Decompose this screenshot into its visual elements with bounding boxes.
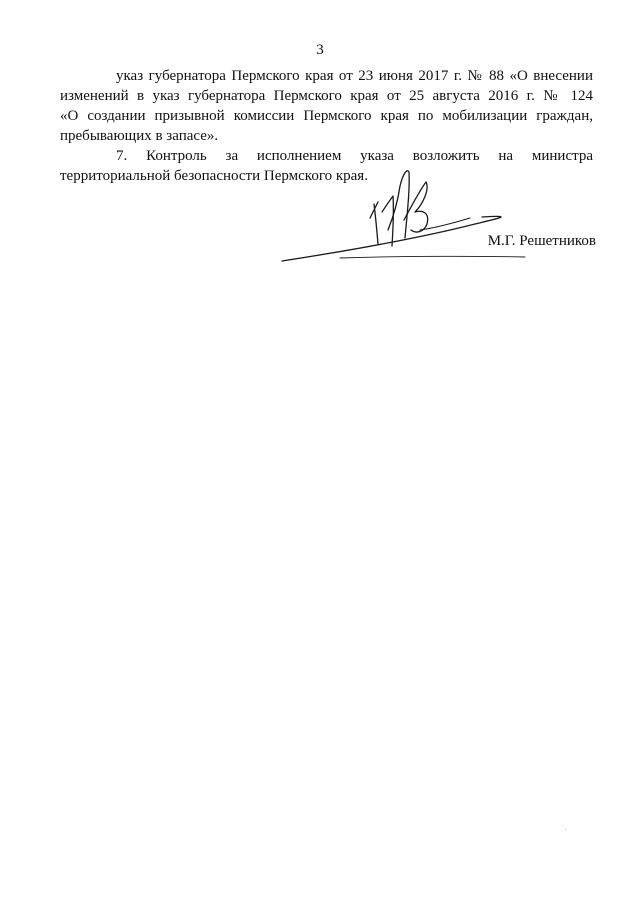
paragraph-line: изменений в указ губернатора Пермского края от 25 августа 2016 г. № 124 [60, 88, 593, 104]
paragraph-line: указ губернатора Пермского края от 23 июня 2017 г. № 88 «О внесении [116, 68, 593, 84]
paragraph-decree-reference [60, 66, 593, 146]
page-number: 3 [316, 42, 324, 58]
paragraph-line: территориальной безопасности Пермского края. [60, 168, 368, 184]
paragraph-line: пребывающих в запасе». [60, 128, 219, 144]
scan-speck [565, 829, 566, 830]
paragraph-line: 7. Контроль за исполнением указа возложить на министра [116, 148, 593, 164]
signatory-name: М.Г. Решетников [487, 233, 596, 249]
signature-icon [270, 160, 540, 270]
paragraph-line: «О создании призывной комиссии Пермского края по мобилизации граждан, [60, 108, 593, 124]
